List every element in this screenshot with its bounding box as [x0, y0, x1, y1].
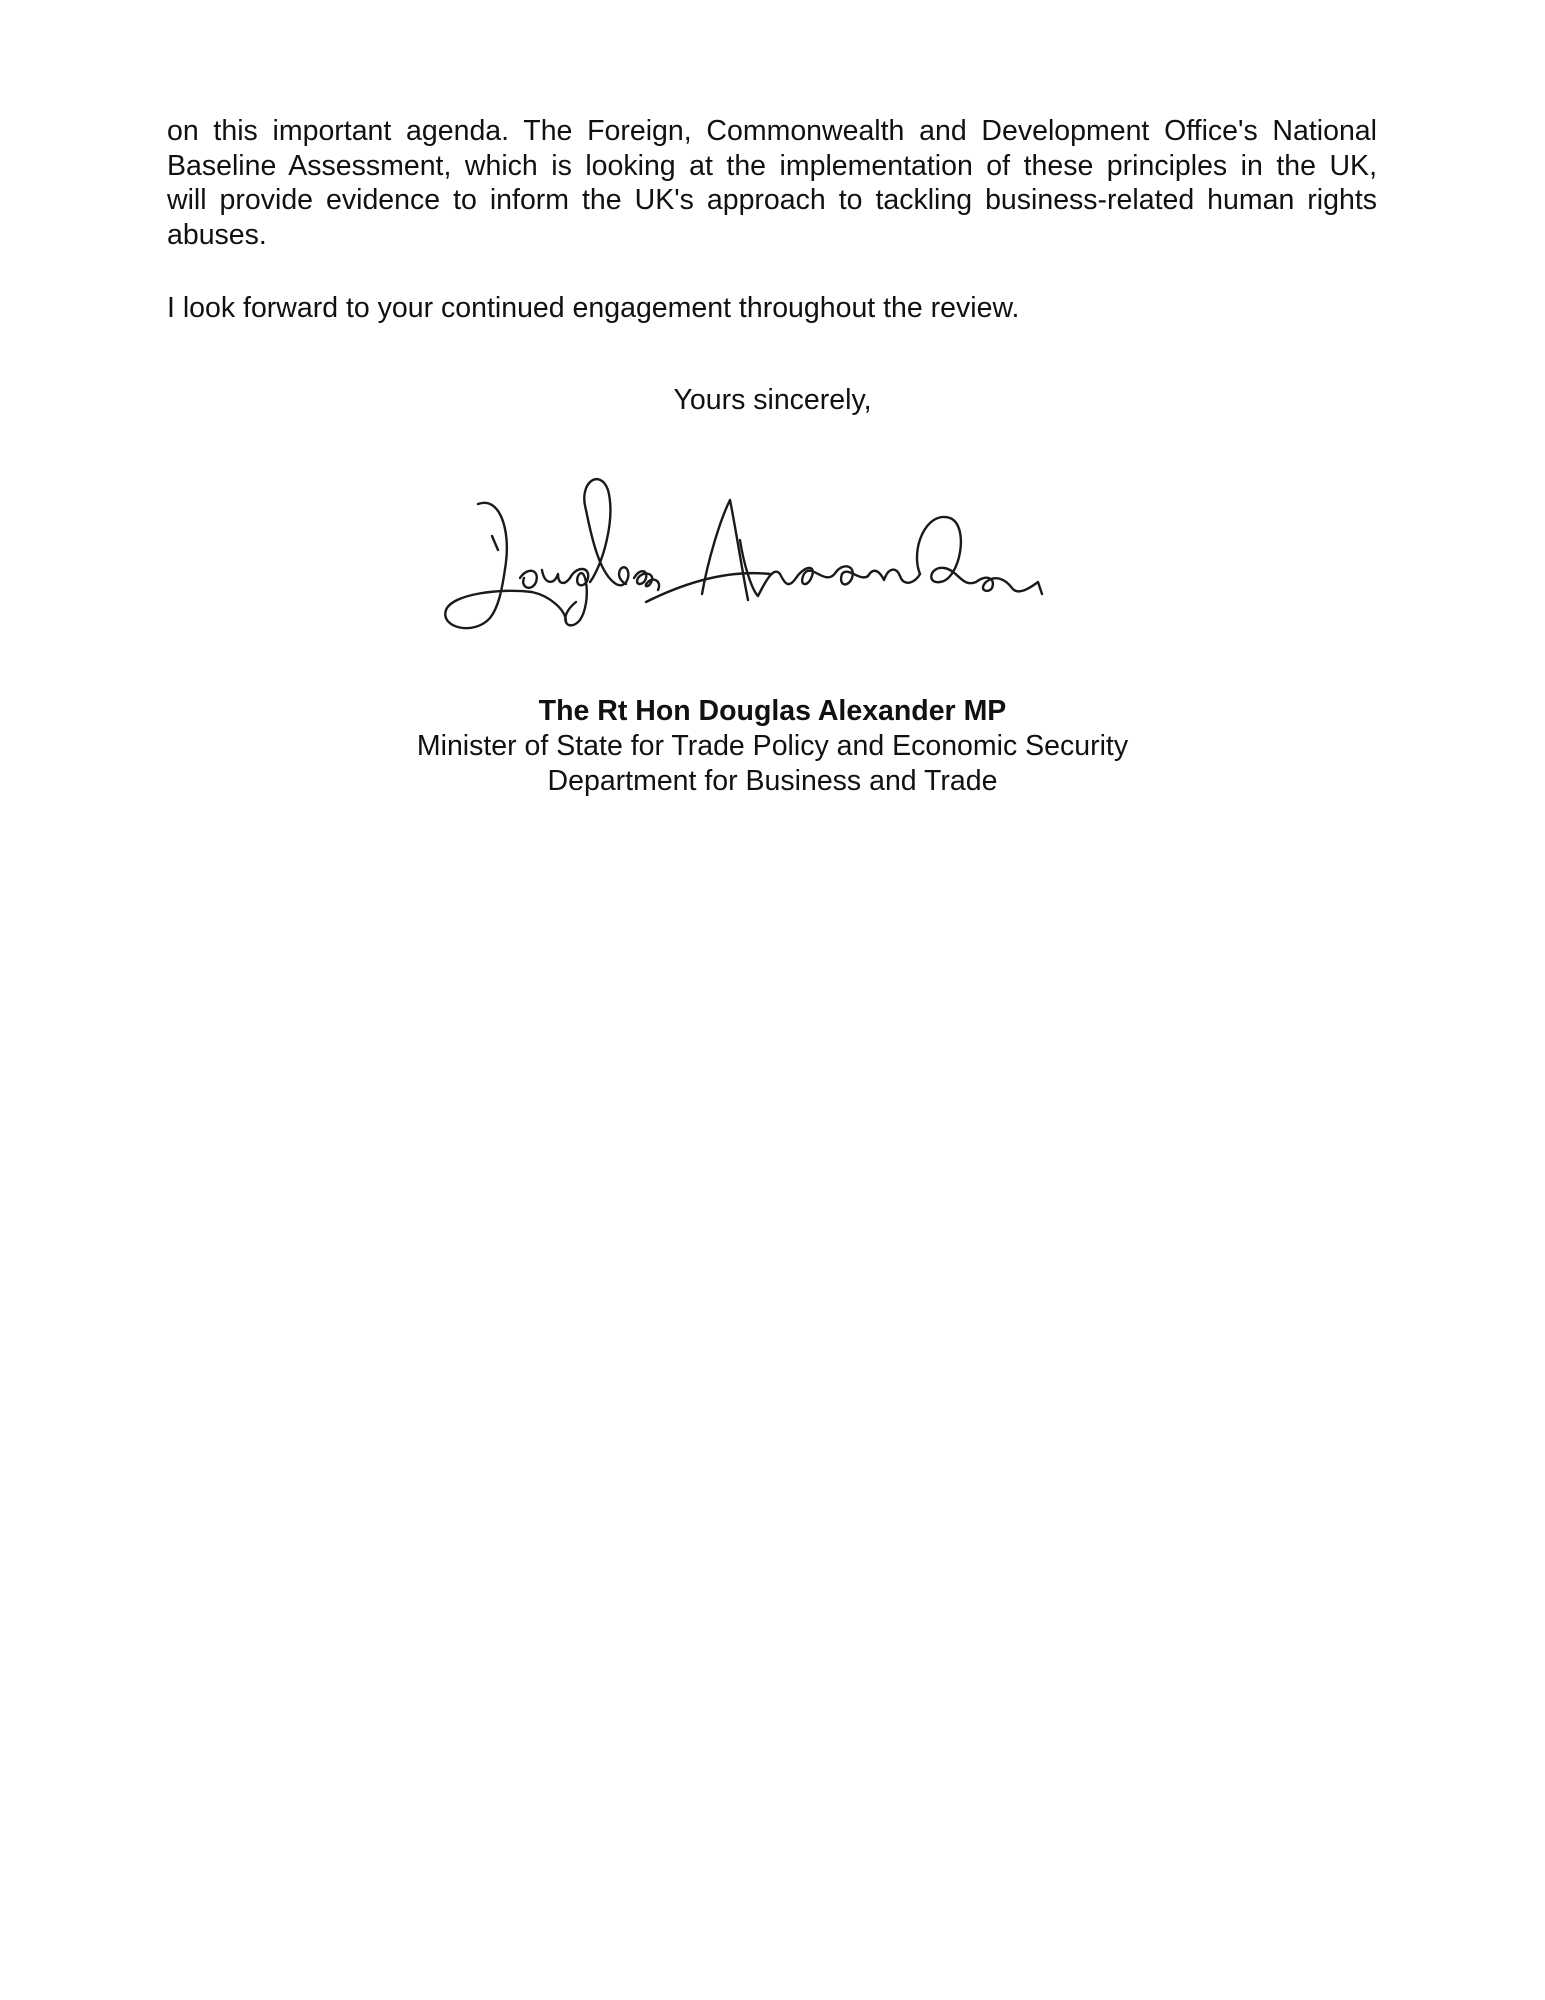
- handwritten-signature: [440, 470, 1080, 640]
- closing-salutation: Yours sincerely,: [673, 384, 872, 416]
- signatory-name: The Rt Hon Douglas Alexander MP: [538, 695, 1007, 727]
- body-paragraph: [167, 114, 1377, 252]
- signatory-department: Department for Business and Trade: [547, 765, 998, 797]
- body-paragraph-closing-remark: I look forward to your continued engagement throughout the review.: [167, 292, 1020, 324]
- paragraph-line: abuses.: [167, 218, 267, 251]
- paragraph-line: will provide evidence to inform the UK's approach to tackling business-related human rights: [167, 184, 1377, 216]
- paragraph-line: on this important agenda. The Foreign, Commonwealth and Development Office's National: [167, 115, 1377, 147]
- signature-block: [0, 694, 1545, 799]
- paragraph-line: Baseline Assessment, which is looking at the implementation of these principles in the UK,: [167, 149, 1377, 182]
- signatory-title: Minister of State for Trade Policy and Economic Security: [416, 730, 1129, 762]
